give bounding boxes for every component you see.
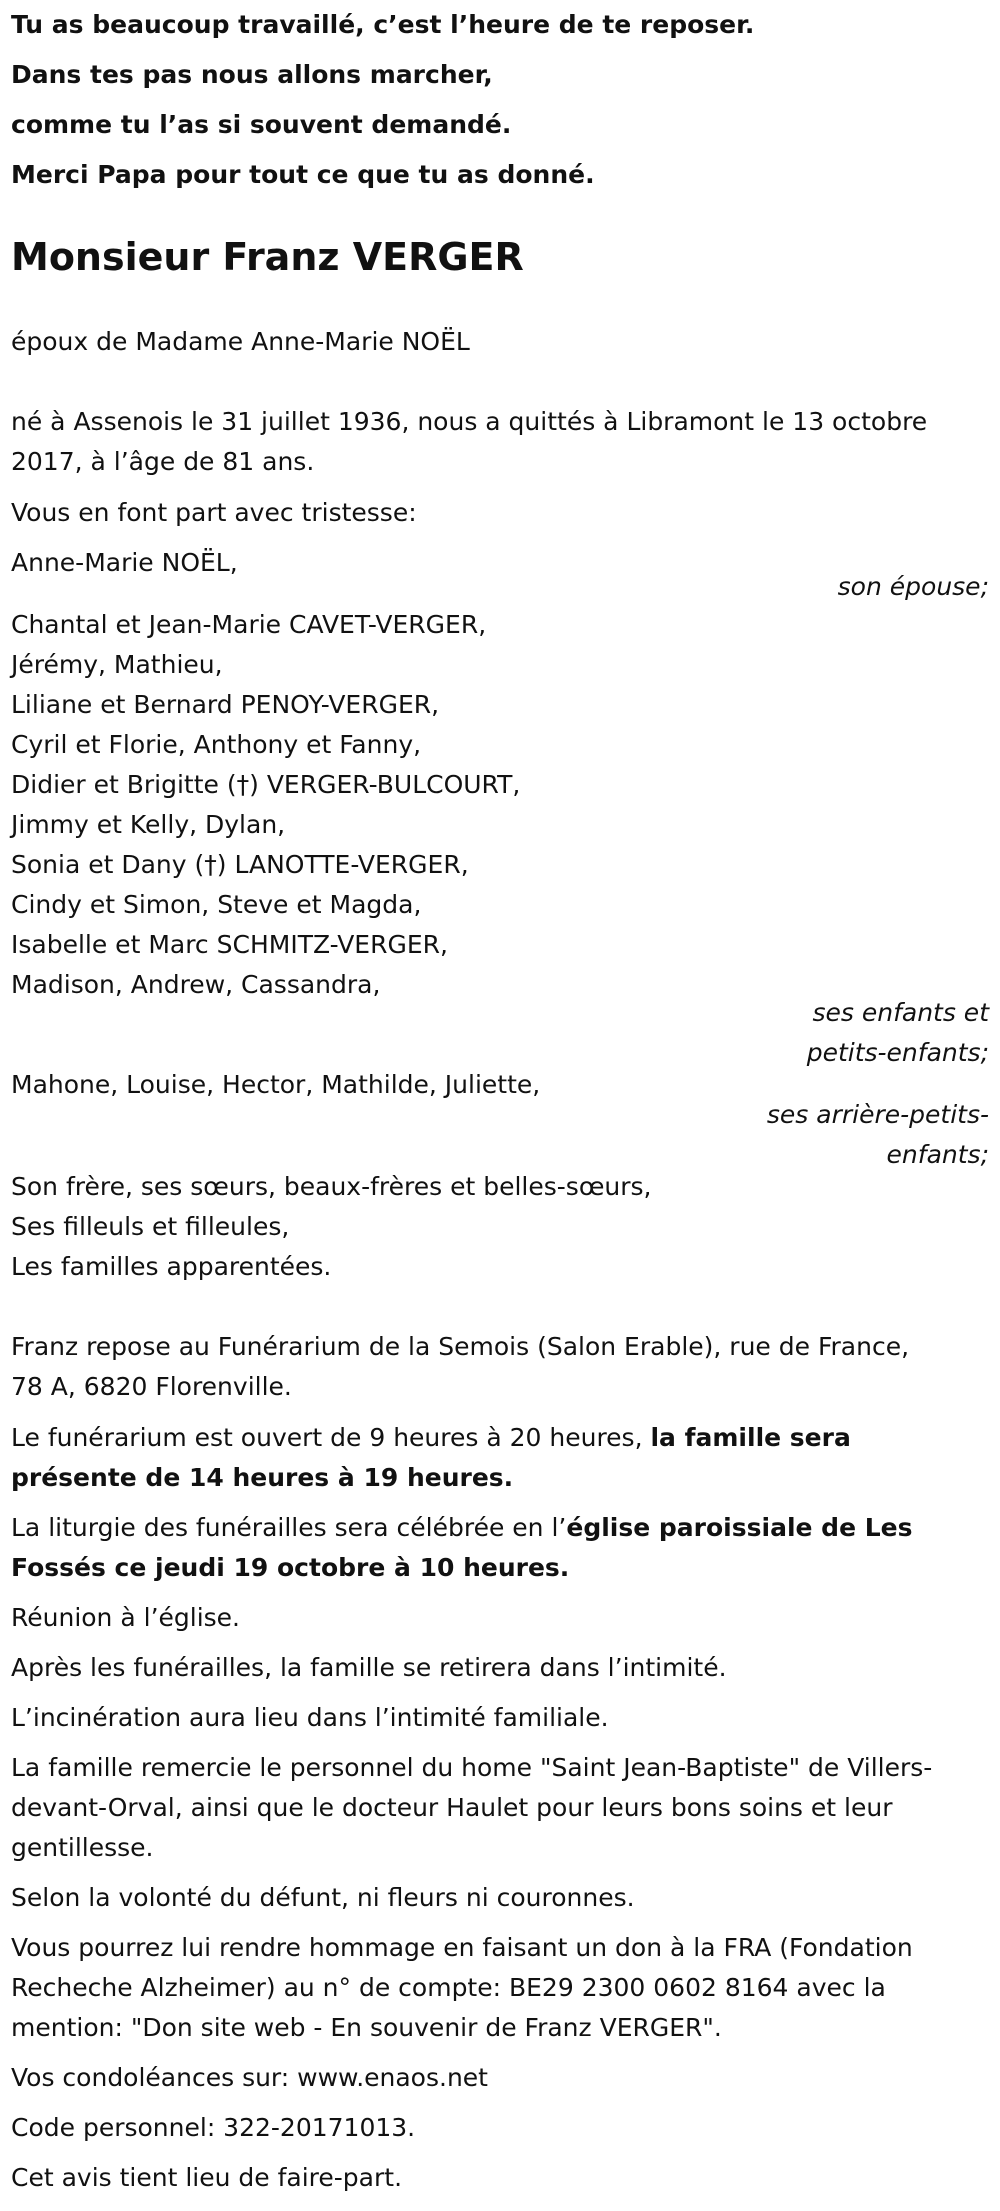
- great-role-line: enfants;: [886, 1140, 989, 1169]
- poem-line: Dans tes pas nous allons marcher,: [11, 60, 493, 89]
- deceased-name: Monsieur Franz VERGER: [11, 235, 524, 279]
- family-line: Jérémy, Mathieu,: [11, 650, 223, 679]
- poem-line: Merci Papa pour tout ce que tu as donné.: [11, 160, 595, 189]
- family-line: Cyril et Florie, Anthony et Fanny,: [11, 730, 422, 759]
- liturgy-place: église paroissiale de Les: [566, 1513, 913, 1542]
- poem-line: Tu as beaucoup travaillé, c’est l’heure de te reposer.: [11, 10, 755, 39]
- thanks-line: gentillesse.: [11, 1833, 154, 1862]
- after-funeral-line: Après les funérailles, la famille se retirera dans l’intimité.: [11, 1653, 727, 1682]
- children-list: [11, 605, 991, 1005]
- hours-family-presence: la famille sera: [650, 1423, 851, 1452]
- personal-code-line: Code personnel: 322-20171013.: [11, 2113, 416, 2142]
- siblings-line: Ses filleuls et filleules,: [11, 1212, 290, 1241]
- family-line: Jimmy et Kelly, Dylan,: [11, 810, 286, 839]
- siblings-line: Son frère, ses sœurs, beaux-frères et belles-sœurs,: [11, 1172, 652, 1201]
- thanks-line: devant-Orval, ainsi que le docteur Haulet pour leurs bons soins et leur: [11, 1793, 893, 1822]
- family-line: Cindy et Simon, Steve et Magda,: [11, 890, 422, 919]
- spouse-line: époux de Madame Anne-Marie NOËL: [11, 327, 470, 356]
- birth-death: [11, 402, 991, 482]
- siblings-line: Les familles apparentées.: [11, 1252, 332, 1281]
- hours-family-presence-cont: présente de 14 heures à 19 heures.: [11, 1463, 514, 1492]
- thanks-paragraph: [11, 1748, 991, 1868]
- donation-line: mention: "Don site web - En souvenir de Franz VERGER".: [11, 2013, 722, 2042]
- family-line: Liliane et Bernard PENOY-VERGER,: [11, 690, 440, 719]
- family-line: Sonia et Dany (†) LANOTTE-VERGER,: [11, 850, 469, 879]
- reunion-line: Réunion à l’église.: [11, 1603, 241, 1632]
- faire-part-line: Cet avis tient lieu de faire-part.: [11, 2163, 403, 2192]
- donation-line: Recheche Alzheimer) au n° de compte: BE29 2300 0602 8164 avec la: [11, 1973, 886, 2002]
- thanks-line: La famille remercie le personnel du home "Saint Jean-Baptiste" de Villers-: [11, 1753, 933, 1782]
- wife-role: son épouse;: [837, 572, 989, 601]
- donation-paragraph: [11, 1928, 991, 2048]
- great-role-line: ses arrière-petits-: [766, 1100, 989, 1129]
- poem: [11, 5, 991, 205]
- children-role-line: ses enfants et: [812, 998, 989, 1027]
- birth-death-line: 2017, à l’âge de 81 ans.: [11, 447, 315, 476]
- liturgy-text: La liturgie des funérailles sera célébrée en l’: [11, 1513, 567, 1542]
- liturgy-place-cont: Fossés ce jeudi 19 octobre à 10 heures.: [11, 1553, 570, 1582]
- children-role: [807, 993, 989, 1073]
- family-line: Isabelle et Marc SCHMITZ-VERGER,: [11, 930, 448, 959]
- funerarium-hours: [11, 1418, 991, 1498]
- family-line: Didier et Brigitte (†) VERGER-BULCOURT,: [11, 770, 521, 799]
- siblings: [11, 1167, 991, 1287]
- repose-info: [11, 1327, 991, 1407]
- children-role-line: petits-enfants;: [806, 1038, 989, 1067]
- great-grandchildren-role: [767, 1095, 989, 1175]
- great-grandchildren: Mahone, Louise, Hector, Mathilde, Juliette,: [11, 1070, 541, 1099]
- poem-line: comme tu l’as si souvent demandé.: [11, 110, 512, 139]
- no-flowers-line: Selon la volonté du défunt, ni fleurs ni couronnes.: [11, 1883, 635, 1912]
- donation-line: Vous pourrez lui rendre hommage en faisant un don à la FRA (Fondation: [11, 1933, 913, 1962]
- incineration-line: L’incinération aura lieu dans l’intimité familiale.: [11, 1703, 609, 1732]
- repose-line: Franz repose au Funérarium de la Semois (Salon Erable), rue de France,: [11, 1332, 910, 1361]
- liturgy-info: [11, 1508, 991, 1588]
- condolences-line: Vos condoléances sur: www.enaos.net: [11, 2063, 488, 2092]
- family-line: Chantal et Jean-Marie CAVET-VERGER,: [11, 610, 487, 639]
- announcement: Vous en font part avec tristesse:: [11, 498, 417, 527]
- hours-text: Le funérarium est ouvert de 9 heures à 20 heures,: [11, 1423, 651, 1452]
- wife-name: Anne-Marie NOËL,: [11, 548, 238, 577]
- birth-death-line: né à Assenois le 31 juillet 1936, nous a quittés à Libramont le 13 octobre: [11, 407, 928, 436]
- repose-line: 78 A, 6820 Florenville.: [11, 1372, 292, 1401]
- family-line: Madison, Andrew, Cassandra,: [11, 970, 381, 999]
